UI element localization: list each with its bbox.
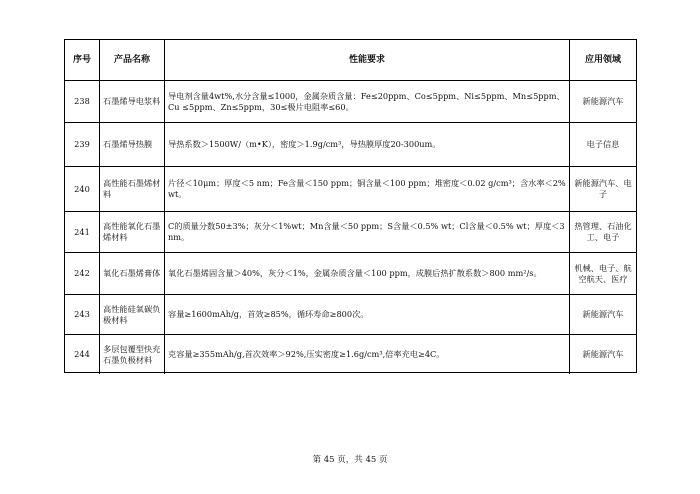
row-field: 新能源汽车	[569, 81, 636, 122]
product-table	[64, 39, 637, 373]
row-name: 氧化石墨烯膏体	[99, 253, 164, 294]
row-spec: 容量≥1600mAh/g，首效≥85%，循环寿命≥800次。	[164, 295, 569, 334]
row-spec: 导电剂含量4wt%,水分含量≤1000，金属杂质含量：Fe≤20ppm、Co≤5ppm、Ni≤5ppm、Mn≤5ppm、Cu ≤5ppm、Zn≤5ppm，30≤极片电阻率≤60。	[164, 81, 569, 122]
row-name: 高性能氧化石墨烯材料	[99, 212, 164, 252]
table-row	[65, 211, 636, 252]
header-field: 应用领域	[569, 40, 636, 80]
row-spec: 导热系数＞1500W/（m•K），密度＞1.9g/cm³，导热膜厚度20-300um。	[164, 123, 569, 166]
page-number-footer: 第 45 页，共 45 页	[312, 455, 388, 465]
row-field: 热管理、石油化工、电子	[569, 212, 636, 252]
table-row	[65, 252, 636, 294]
row-name: 石墨烯导热膜	[99, 123, 164, 166]
table-row	[65, 334, 636, 374]
row-no: 244	[74, 349, 90, 359]
row-spec: 克容量≥355mAh/g,首次效率＞92%,压实密度≥1.6g/cm³,倍率充电≥4C。	[164, 335, 569, 374]
row-field: 电子信息	[569, 123, 636, 166]
row-field: 新能源汽车	[569, 335, 636, 374]
header-name: 产品名称	[99, 40, 164, 80]
table-row	[65, 80, 636, 122]
row-name: 高性能石墨烯材料	[99, 167, 164, 211]
table-header-row	[65, 40, 636, 80]
table-row	[65, 294, 636, 334]
table-row	[65, 122, 636, 166]
header-no: 序号	[72, 54, 91, 65]
row-no: 242	[74, 268, 90, 278]
row-spec: 氧化石墨烯固含量＞40%，灰分＜1%，金属杂质含量＜100 ppm，成膜后热扩散系数＞800 mm²/s。	[164, 253, 569, 294]
row-name: 石墨烯导电浆料	[99, 81, 164, 122]
header-spec: 性能要求	[164, 40, 569, 80]
row-name: 高性能硅氧碳负极材料	[99, 295, 164, 334]
row-no: 239	[74, 139, 90, 149]
row-no: 240	[74, 183, 90, 194]
row-field: 新能源汽车	[569, 295, 636, 334]
row-field: 新能源汽车、电子	[569, 167, 636, 211]
table-row	[65, 166, 636, 211]
row-no: 243	[74, 309, 90, 319]
row-no: 238	[74, 96, 90, 106]
row-name: 多层包覆型快充石墨负极材料	[99, 335, 164, 374]
row-spec: C的质量分数50±3%；灰分＜1%wt；Mn含量＜50 ppm；S含量＜0.5% wt；Cl含量＜0.5% wt；厚度＜3 nm。	[164, 212, 569, 252]
row-no: 241	[74, 226, 90, 237]
row-spec: 片径＜10μm；厚度＜5 nm；Fe含量＜150 ppm；铜含量＜100 ppm；堆密度＜0.02 g/cm³；含水率＜2% wt。	[164, 167, 569, 211]
row-field: 机械、电子、航空航天、医疗	[569, 253, 636, 294]
